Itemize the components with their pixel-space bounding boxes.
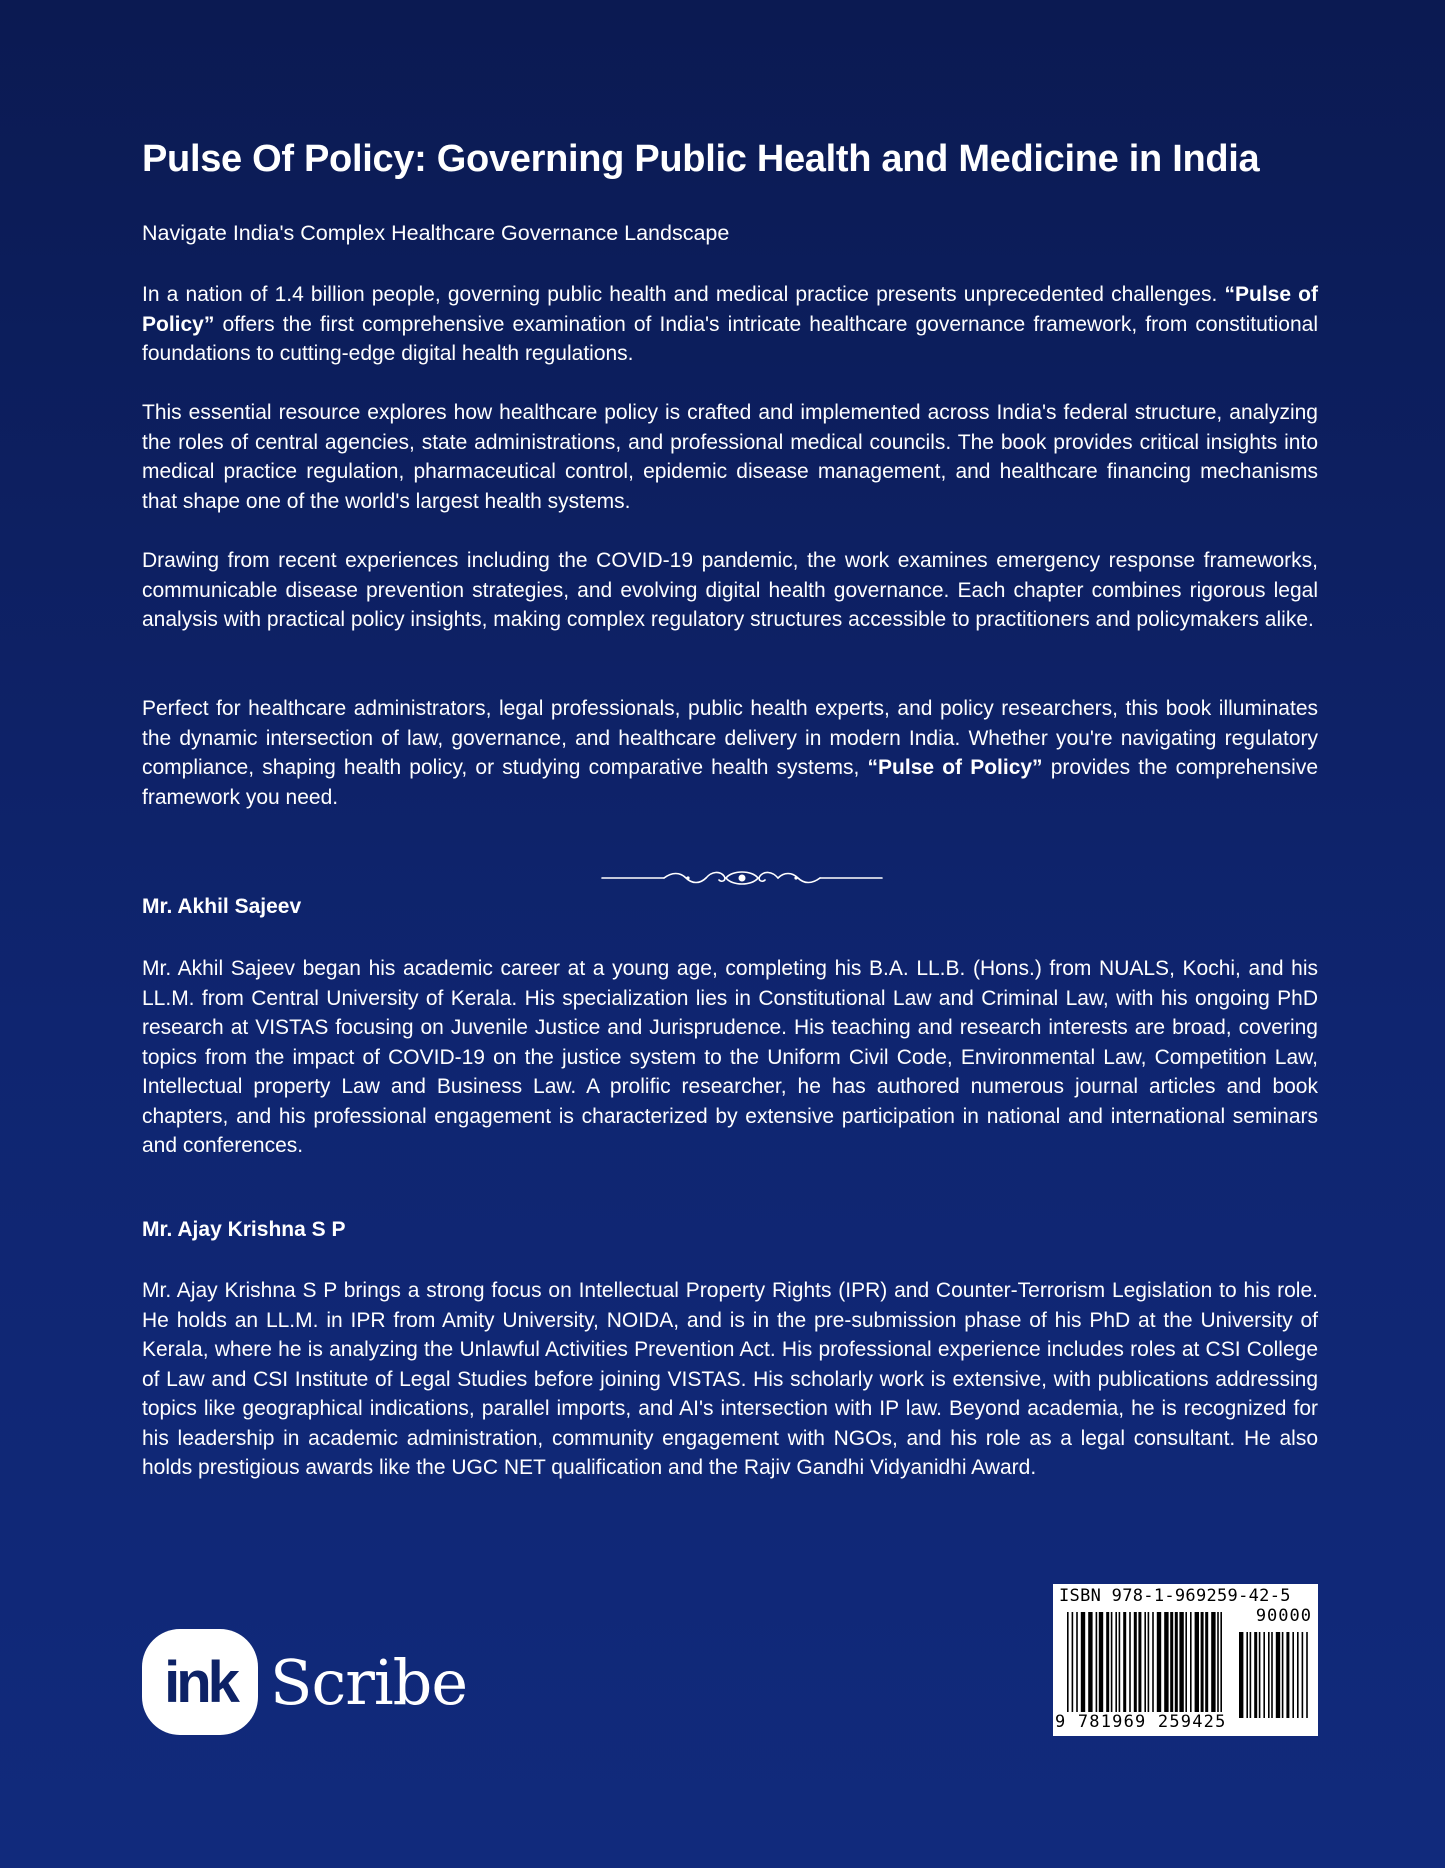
publisher-logo: [142, 1628, 467, 1736]
barcode-bar: [1081, 1612, 1085, 1712]
barcode-bar: [1263, 1632, 1265, 1718]
barcode-bar: [1129, 1612, 1131, 1712]
book-title: Pulse Of Policy: Governing Public Health and Medicine in India: [142, 138, 1260, 180]
blurb-text: offers the first comprehensive examination of India's intricate healthcare governance framework, from constitutional foundations to cutting-edge digital health regulations.: [142, 312, 1318, 365]
barcode-bar: [1106, 1612, 1109, 1712]
barcode-bar: [1152, 1612, 1154, 1712]
barcode-addon: 90000: [1255, 1606, 1312, 1626]
barcode-bar: [1185, 1612, 1187, 1712]
barcode-bar: [1239, 1632, 1243, 1718]
blurb-paragraph-3: Drawing from recent experiences including the COVID-19 pandemic, the work examines emergency response frameworks, communicable disease prevention strategies, and evolving digital health governance. Each chapter combines rigorous legal analysis with practical policy insights, making complex regulatory structures accessible to practitioners and policymakers alike.: [142, 549, 1318, 631]
barcode-bar: [1067, 1612, 1069, 1712]
barcode-bar: [1201, 1612, 1204, 1712]
barcode-bar: [1250, 1632, 1252, 1718]
barcode-bar: [1144, 1612, 1146, 1712]
barcode-bar: [1096, 1612, 1098, 1712]
barcode-bar: [1175, 1612, 1178, 1712]
author-1-bio: Mr. Akhil Sajeev began his academic career at a young age, completing his B.A. LL.B. (Hons.) from NUALS, Kochi, and his LL.M. from Central University of Kerala. His specialization lies in Constitutional Law and Criminal Law, with his ongoing PhD research at VISTAS focusing on Juvenile Justice and Jurisprudence. His teaching and research interests are broad, covering topics from the impact of COVID-19 on the justice system to the Uniform Civil Code, Environmental Law, Competition Law, Intellectual property Law and Business Law. A prolific researcher, he has authored numerous journal articles and book chapters, and his professional engagement is characterized by extensive participation in national and international seminars and conferences.: [142, 957, 1318, 1157]
barcode-bar: [1302, 1632, 1304, 1718]
barcode-bar: [1297, 1632, 1299, 1718]
ean-number: 9 781969 259425: [1055, 1712, 1227, 1732]
barcode-bar: [1220, 1612, 1222, 1712]
blurb-text: Perfect for healthcare administrators, legal professionals, public health experts, and policy researchers, this book illuminates the dynamic intersection of law, governance, and healthcare delivery in modern India. Whether you're navigating regulatory compliance, shaping health policy, or studying comparative health systems,: [142, 697, 1318, 779]
barcode-bar: [1282, 1632, 1284, 1718]
barcode-bar: [1246, 1632, 1248, 1718]
isbn-barcode: [1053, 1584, 1318, 1736]
barcode-bar: [1268, 1632, 1270, 1718]
barcode-bar: [1134, 1612, 1137, 1712]
blurb-text: provides the comprehensive framework you need.: [142, 756, 1319, 809]
blurb-text: In a nation of 1.4 billion people, governing public health and medical practice presents unprecedented challenges.: [142, 283, 1225, 306]
author-2-bio: Mr. Ajay Krishna S P brings a strong focus on Intellectual Property Rights (IPR) and Counter-Terrorism Legislation to his role. He holds an LL.M. in IPR from Amity University, NOIDA, and is in the pre-submission phase of his PhD at the University of Kerala, where he is analyzing the Unlawful Activities Prevention Act. His professional experience includes roles at CSI College of Law and CSI Institute of Legal Studies before joining VISTAS. His scholarly work is extensive, with publications addressing topics like geographical indications, parallel imports, and AI's intersection with IP law. Beyond academia, he is recognized for his leadership in academic administration, community engagement with NGOs, and his role as a legal consultant. He also holds prestigious awards like the UGC NET qualification and the Rajiv Gandhi Vidyanidhi Award.: [142, 1279, 1318, 1479]
barcode-bar: [1217, 1612, 1219, 1712]
barcode-bar: [1254, 1632, 1257, 1718]
barcode-bar: [1123, 1612, 1126, 1712]
blurb-paragraph-1: [142, 280, 1318, 369]
barcode-bar: [1072, 1612, 1074, 1712]
blurb-paragraph-4: [142, 694, 1318, 812]
barcode-bar: [1157, 1612, 1161, 1712]
barcode-bar: [1138, 1612, 1141, 1712]
barcode-bar: [1190, 1612, 1192, 1712]
blurb-paragraph-2: This essential resource explores how healthcare policy is crafted and implemented across India's federal structure, analyzing the roles of central agencies, state administrations, and professional medical councils. The book provides critical insights into medical practice regulation, pharmaceutical control, epidemic disease management, and healthcare financing mechanisms that shape one of the world's largest health systems.: [142, 401, 1318, 513]
barcode-bar: [1148, 1612, 1150, 1712]
barcode-bar: [1286, 1632, 1289, 1718]
barcode-bar: [1179, 1612, 1183, 1712]
barcode-bar: [1170, 1612, 1173, 1712]
barcode-bar: [1119, 1612, 1121, 1712]
book-subtitle: Navigate India's Complex Healthcare Governance Landscape: [142, 221, 730, 245]
barcode-bar: [1115, 1612, 1117, 1712]
barcode-bar: [1088, 1612, 1092, 1712]
barcode-bar: [1164, 1612, 1168, 1712]
ink-logo-icon: ink: [142, 1629, 258, 1735]
barcode-bar: [1211, 1612, 1215, 1712]
barcode-bar: [1195, 1612, 1199, 1712]
back-cover: [142, 0, 1318, 1868]
barcode-bar: [1276, 1632, 1280, 1718]
barcode-bar: [1306, 1632, 1308, 1718]
barcode-bar: [1205, 1612, 1208, 1712]
barcode-bar: [1292, 1632, 1294, 1718]
barcode-bar: [1099, 1612, 1103, 1712]
book-title-emphasis: “Pulse of Policy”: [867, 756, 1043, 779]
barcode-bar: [1259, 1632, 1261, 1718]
publisher-name: Scribe: [270, 1645, 468, 1719]
flourish-divider-icon: [600, 866, 884, 890]
author-1-name: Mr. Akhil Sajeev: [142, 895, 302, 918]
book-title-emphasis: “Pulse of Policy”: [142, 283, 1318, 336]
barcode-bar: [1111, 1612, 1113, 1712]
author-2-name: Mr. Ajay Krishna S P: [142, 1218, 346, 1241]
barcode-bar: [1076, 1612, 1078, 1712]
isbn-label: ISBN 978-1-969259-42-5: [1059, 1586, 1291, 1606]
barcode-bar: [1271, 1632, 1273, 1718]
